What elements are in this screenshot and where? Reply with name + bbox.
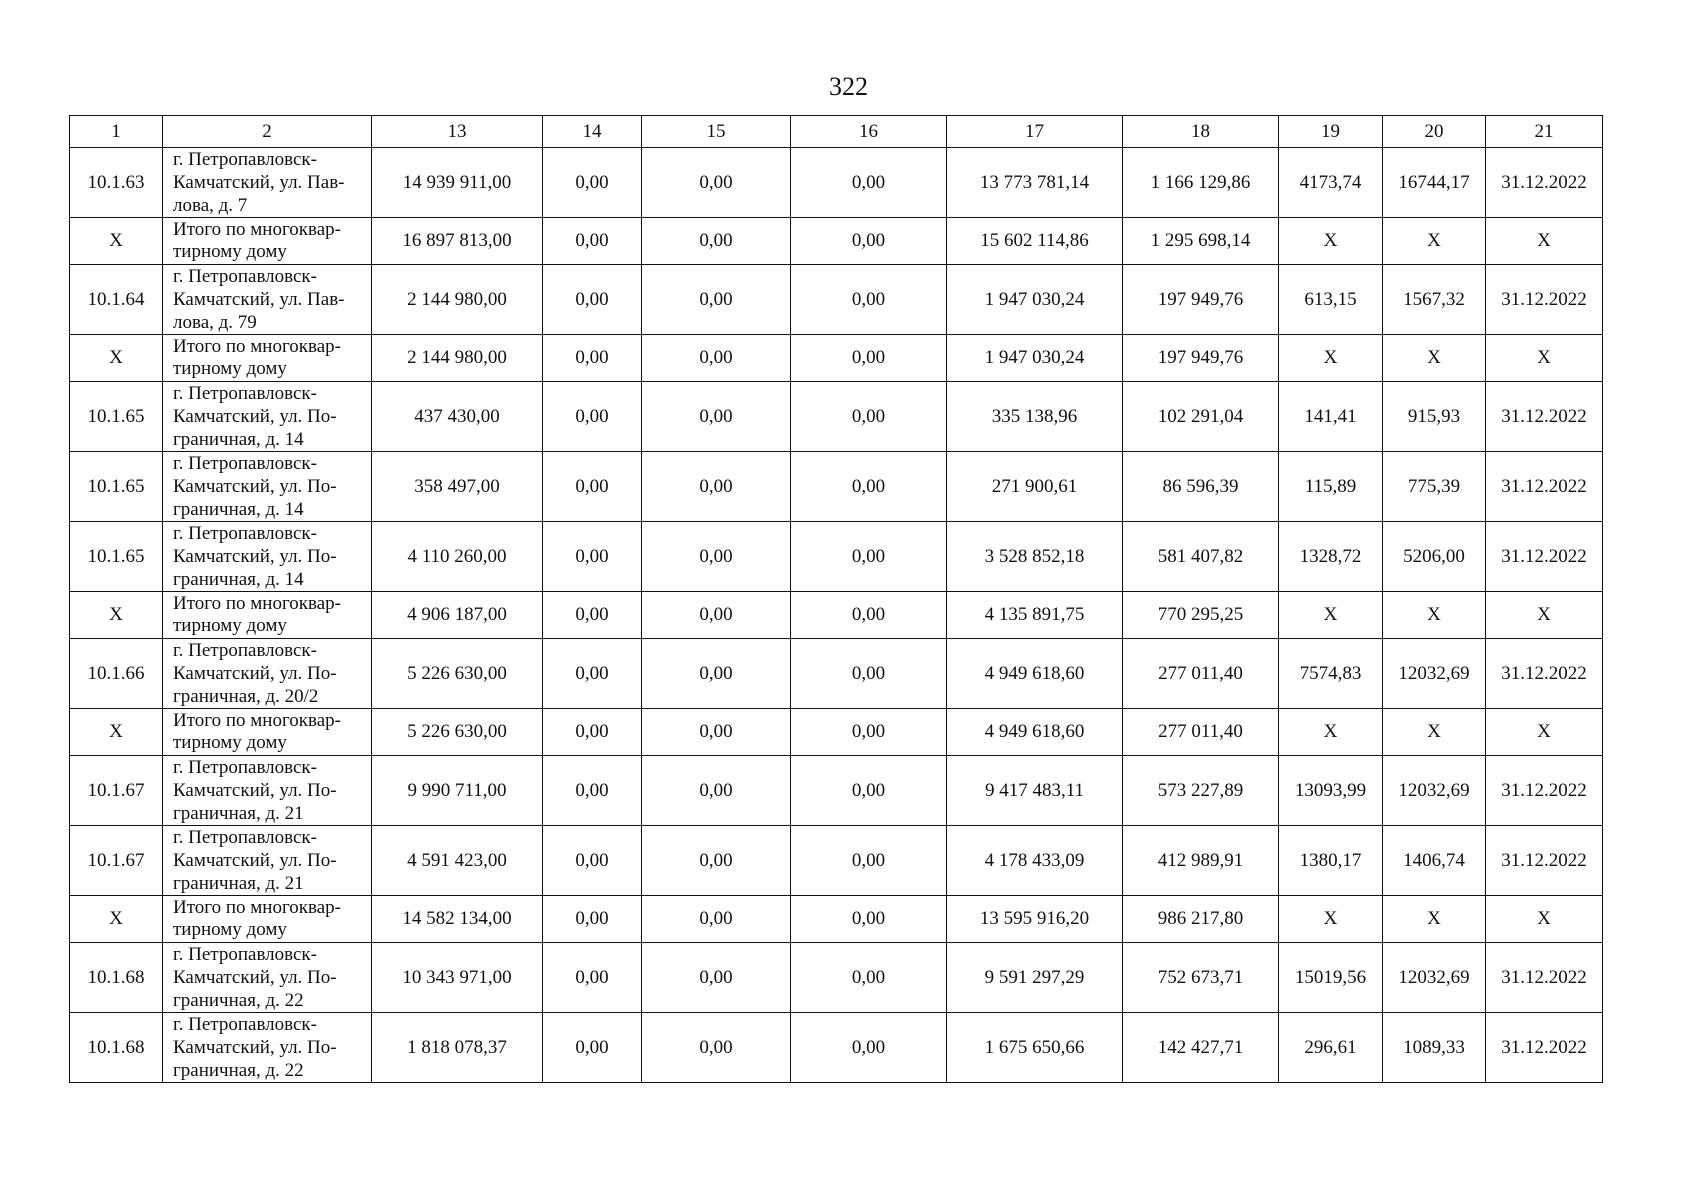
amount-col14-cell: 0,00 xyxy=(543,896,642,943)
address-cell: г. Петропавловск- Камчатский, ул. По- граничная, д. 14 xyxy=(163,382,372,452)
amount-col15-cell: 0,00 xyxy=(642,639,791,709)
amount-col16-cell: 0,00 xyxy=(791,335,947,382)
table-row xyxy=(70,452,1603,522)
value-col19-cell: 15019,56 xyxy=(1279,943,1383,1013)
amount-col13-cell: 4 110 260,00 xyxy=(372,522,543,592)
table-row xyxy=(70,826,1603,896)
value-col20-cell: X xyxy=(1383,335,1486,382)
amount-col17-cell: 3 528 852,18 xyxy=(947,522,1123,592)
amount-col18-cell: 581 407,82 xyxy=(1123,522,1279,592)
address-cell: г. Петропавловск- Камчатский, ул. По- граничная, д. 14 xyxy=(163,452,372,522)
row-number-cell: X xyxy=(70,218,163,265)
address-cell: Итого по многоквар- тирному дому xyxy=(163,592,372,639)
total-row xyxy=(70,896,1603,943)
address-cell: г. Петропавловск- Камчатский, ул. По- граничная, д. 22 xyxy=(163,1013,372,1083)
date-cell: 31.12.2022 xyxy=(1486,756,1603,826)
amount-col14-cell: 0,00 xyxy=(543,1013,642,1083)
amount-col17-cell: 271 900,61 xyxy=(947,452,1123,522)
date-cell: X xyxy=(1486,592,1603,639)
amount-col16-cell: 0,00 xyxy=(791,592,947,639)
amount-col18-cell: 986 217,80 xyxy=(1123,896,1279,943)
date-cell: X xyxy=(1486,896,1603,943)
amount-col15-cell: 0,00 xyxy=(642,943,791,1013)
amount-col17-cell: 13 773 781,14 xyxy=(947,148,1123,218)
amount-col16-cell: 0,00 xyxy=(791,896,947,943)
amount-col18-cell: 412 989,91 xyxy=(1123,826,1279,896)
column-header: 15 xyxy=(642,116,791,148)
amount-col14-cell: 0,00 xyxy=(543,756,642,826)
amount-col18-cell: 573 227,89 xyxy=(1123,756,1279,826)
amount-col18-cell: 86 596,39 xyxy=(1123,452,1279,522)
value-col19-cell: 613,15 xyxy=(1279,265,1383,335)
amount-col13-cell: 9 990 711,00 xyxy=(372,756,543,826)
amount-col17-cell: 335 138,96 xyxy=(947,382,1123,452)
amount-col17-cell: 15 602 114,86 xyxy=(947,218,1123,265)
amount-col14-cell: 0,00 xyxy=(543,382,642,452)
value-col20-cell: X xyxy=(1383,218,1486,265)
column-header: 16 xyxy=(791,116,947,148)
page-number: 322 xyxy=(829,72,868,101)
amount-col14-cell: 0,00 xyxy=(543,826,642,896)
value-col20-cell: 12032,69 xyxy=(1383,756,1486,826)
value-col19-cell: 13093,99 xyxy=(1279,756,1383,826)
table-row xyxy=(70,943,1603,1013)
amount-col17-cell: 4 949 618,60 xyxy=(947,709,1123,756)
row-number-cell: 10.1.68 xyxy=(70,1013,163,1083)
value-col20-cell: 1567,32 xyxy=(1383,265,1486,335)
value-col19-cell: X xyxy=(1279,218,1383,265)
amount-col15-cell: 0,00 xyxy=(642,148,791,218)
date-cell: 31.12.2022 xyxy=(1486,639,1603,709)
amount-col18-cell: 1 166 129,86 xyxy=(1123,148,1279,218)
row-number-cell: 10.1.64 xyxy=(70,265,163,335)
amount-col13-cell: 14 939 911,00 xyxy=(372,148,543,218)
table-body xyxy=(70,148,1603,1083)
row-number-cell: 10.1.65 xyxy=(70,382,163,452)
row-number-cell: 10.1.63 xyxy=(70,148,163,218)
amount-col13-cell: 437 430,00 xyxy=(372,382,543,452)
value-col19-cell: 1380,17 xyxy=(1279,826,1383,896)
amount-col14-cell: 0,00 xyxy=(543,592,642,639)
amount-col17-cell: 1 947 030,24 xyxy=(947,335,1123,382)
amount-col13-cell: 16 897 813,00 xyxy=(372,218,543,265)
value-col19-cell: X xyxy=(1279,709,1383,756)
amount-col16-cell: 0,00 xyxy=(791,756,947,826)
amount-col17-cell: 9 591 297,29 xyxy=(947,943,1123,1013)
amount-col16-cell: 0,00 xyxy=(791,943,947,1013)
value-col20-cell: X xyxy=(1383,709,1486,756)
address-cell: Итого по многоквар- тирному дому xyxy=(163,709,372,756)
amount-col17-cell: 4 949 618,60 xyxy=(947,639,1123,709)
row-number-cell: 10.1.65 xyxy=(70,452,163,522)
amount-col17-cell: 1 675 650,66 xyxy=(947,1013,1123,1083)
amount-col14-cell: 0,00 xyxy=(543,943,642,1013)
amount-col13-cell: 2 144 980,00 xyxy=(372,265,543,335)
date-cell: 31.12.2022 xyxy=(1486,452,1603,522)
amount-col16-cell: 0,00 xyxy=(791,1013,947,1083)
column-header: 18 xyxy=(1123,116,1279,148)
amount-col15-cell: 0,00 xyxy=(642,335,791,382)
amount-col14-cell: 0,00 xyxy=(543,639,642,709)
value-col20-cell: 16744,17 xyxy=(1383,148,1486,218)
total-row xyxy=(70,709,1603,756)
amount-col15-cell: 0,00 xyxy=(642,382,791,452)
date-cell: X xyxy=(1486,218,1603,265)
address-cell: г. Петропавловск- Камчатский, ул. По- граничная, д. 21 xyxy=(163,826,372,896)
amount-col15-cell: 0,00 xyxy=(642,265,791,335)
table-row xyxy=(70,756,1603,826)
column-header: 13 xyxy=(372,116,543,148)
column-header: 19 xyxy=(1279,116,1383,148)
row-number-cell: 10.1.67 xyxy=(70,826,163,896)
amount-col16-cell: 0,00 xyxy=(791,265,947,335)
value-col20-cell: 915,93 xyxy=(1383,382,1486,452)
date-cell: 31.12.2022 xyxy=(1486,522,1603,592)
date-cell: X xyxy=(1486,335,1603,382)
date-cell: X xyxy=(1486,709,1603,756)
table-row xyxy=(70,522,1603,592)
amount-col16-cell: 0,00 xyxy=(791,639,947,709)
table-row xyxy=(70,382,1603,452)
address-cell: Итого по многоквар- тирному дому xyxy=(163,896,372,943)
value-col19-cell: 296,61 xyxy=(1279,1013,1383,1083)
amount-col17-cell: 1 947 030,24 xyxy=(947,265,1123,335)
amount-col15-cell: 0,00 xyxy=(642,896,791,943)
amount-col14-cell: 0,00 xyxy=(543,709,642,756)
amount-col13-cell: 1 818 078,37 xyxy=(372,1013,543,1083)
row-number-cell: X xyxy=(70,896,163,943)
value-col20-cell: 775,39 xyxy=(1383,452,1486,522)
amount-col18-cell: 770 295,25 xyxy=(1123,592,1279,639)
address-cell: Итого по многоквар- тирному дому xyxy=(163,218,372,265)
amount-col18-cell: 277 011,40 xyxy=(1123,639,1279,709)
column-header: 17 xyxy=(947,116,1123,148)
row-number-cell: 10.1.66 xyxy=(70,639,163,709)
data-table xyxy=(69,115,1603,1083)
amount-col14-cell: 0,00 xyxy=(543,265,642,335)
value-col19-cell: 115,89 xyxy=(1279,452,1383,522)
amount-col13-cell: 5 226 630,00 xyxy=(372,709,543,756)
value-col19-cell: 7574,83 xyxy=(1279,639,1383,709)
amount-col18-cell: 752 673,71 xyxy=(1123,943,1279,1013)
amount-col18-cell: 1 295 698,14 xyxy=(1123,218,1279,265)
value-col20-cell: 12032,69 xyxy=(1383,943,1486,1013)
date-cell: 31.12.2022 xyxy=(1486,382,1603,452)
amount-col14-cell: 0,00 xyxy=(543,335,642,382)
amount-col17-cell: 9 417 483,11 xyxy=(947,756,1123,826)
address-cell: г. Петропавловск- Камчатский, ул. По- граничная, д. 22 xyxy=(163,943,372,1013)
value-col19-cell: X xyxy=(1279,335,1383,382)
column-header: 1 xyxy=(70,116,163,148)
amount-col14-cell: 0,00 xyxy=(543,452,642,522)
amount-col13-cell: 10 343 971,00 xyxy=(372,943,543,1013)
value-col19-cell: X xyxy=(1279,896,1383,943)
row-number-cell: X xyxy=(70,335,163,382)
amount-col15-cell: 0,00 xyxy=(642,709,791,756)
value-col19-cell: X xyxy=(1279,592,1383,639)
amount-col18-cell: 142 427,71 xyxy=(1123,1013,1279,1083)
address-cell: г. Петропавловск- Камчатский, ул. По- граничная, д. 21 xyxy=(163,756,372,826)
column-header: 14 xyxy=(543,116,642,148)
date-cell: 31.12.2022 xyxy=(1486,826,1603,896)
amount-col13-cell: 14 582 134,00 xyxy=(372,896,543,943)
table-row xyxy=(70,1013,1603,1083)
header-row xyxy=(70,116,1603,148)
amount-col16-cell: 0,00 xyxy=(791,148,947,218)
amount-col18-cell: 197 949,76 xyxy=(1123,265,1279,335)
row-number-cell: X xyxy=(70,709,163,756)
total-row xyxy=(70,218,1603,265)
amount-col13-cell: 4 591 423,00 xyxy=(372,826,543,896)
date-cell: 31.12.2022 xyxy=(1486,1013,1603,1083)
amount-col16-cell: 0,00 xyxy=(791,218,947,265)
amount-col15-cell: 0,00 xyxy=(642,522,791,592)
amount-col16-cell: 0,00 xyxy=(791,709,947,756)
amount-col17-cell: 13 595 916,20 xyxy=(947,896,1123,943)
amount-col15-cell: 0,00 xyxy=(642,592,791,639)
table-row xyxy=(70,265,1603,335)
amount-col13-cell: 2 144 980,00 xyxy=(372,335,543,382)
address-cell: г. Петропавловск- Камчатский, ул. По- граничная, д. 20/2 xyxy=(163,639,372,709)
value-col19-cell: 141,41 xyxy=(1279,382,1383,452)
amount-col16-cell: 0,00 xyxy=(791,826,947,896)
address-cell: г. Петропавловск- Камчатский, ул. Пав- лова, д. 79 xyxy=(163,265,372,335)
address-cell: г. Петропавловск- Камчатский, ул. Пав- лова, д. 7 xyxy=(163,148,372,218)
table-row xyxy=(70,148,1603,218)
address-cell: г. Петропавловск- Камчатский, ул. По- граничная, д. 14 xyxy=(163,522,372,592)
amount-col14-cell: 0,00 xyxy=(543,218,642,265)
amount-col16-cell: 0,00 xyxy=(791,382,947,452)
value-col20-cell: X xyxy=(1383,592,1486,639)
date-cell: 31.12.2022 xyxy=(1486,265,1603,335)
amount-col14-cell: 0,00 xyxy=(543,522,642,592)
table-row xyxy=(70,639,1603,709)
column-header: 20 xyxy=(1383,116,1486,148)
value-col19-cell: 4173,74 xyxy=(1279,148,1383,218)
row-number-cell: X xyxy=(70,592,163,639)
amount-col17-cell: 4 178 433,09 xyxy=(947,826,1123,896)
date-cell: 31.12.2022 xyxy=(1486,148,1603,218)
table-header xyxy=(70,116,1603,148)
amount-col16-cell: 0,00 xyxy=(791,452,947,522)
value-col20-cell: 1089,33 xyxy=(1383,1013,1486,1083)
amount-col18-cell: 102 291,04 xyxy=(1123,382,1279,452)
amount-col13-cell: 5 226 630,00 xyxy=(372,639,543,709)
column-header: 21 xyxy=(1486,116,1603,148)
amount-col16-cell: 0,00 xyxy=(791,522,947,592)
address-cell: Итого по многоквар- тирному дому xyxy=(163,335,372,382)
amount-col15-cell: 0,00 xyxy=(642,452,791,522)
total-row xyxy=(70,335,1603,382)
amount-col15-cell: 0,00 xyxy=(642,1013,791,1083)
value-col19-cell: 1328,72 xyxy=(1279,522,1383,592)
amount-col13-cell: 4 906 187,00 xyxy=(372,592,543,639)
row-number-cell: 10.1.65 xyxy=(70,522,163,592)
amount-col15-cell: 0,00 xyxy=(642,826,791,896)
value-col20-cell: 12032,69 xyxy=(1383,639,1486,709)
column-header: 2 xyxy=(163,116,372,148)
amount-col15-cell: 0,00 xyxy=(642,756,791,826)
amount-col18-cell: 277 011,40 xyxy=(1123,709,1279,756)
total-row xyxy=(70,592,1603,639)
amount-col13-cell: 358 497,00 xyxy=(372,452,543,522)
value-col20-cell: X xyxy=(1383,896,1486,943)
amount-col14-cell: 0,00 xyxy=(543,148,642,218)
amount-col17-cell: 4 135 891,75 xyxy=(947,592,1123,639)
value-col20-cell: 1406,74 xyxy=(1383,826,1486,896)
date-cell: 31.12.2022 xyxy=(1486,943,1603,1013)
amount-col18-cell: 197 949,76 xyxy=(1123,335,1279,382)
row-number-cell: 10.1.67 xyxy=(70,756,163,826)
amount-col15-cell: 0,00 xyxy=(642,218,791,265)
value-col20-cell: 5206,00 xyxy=(1383,522,1486,592)
row-number-cell: 10.1.68 xyxy=(70,943,163,1013)
